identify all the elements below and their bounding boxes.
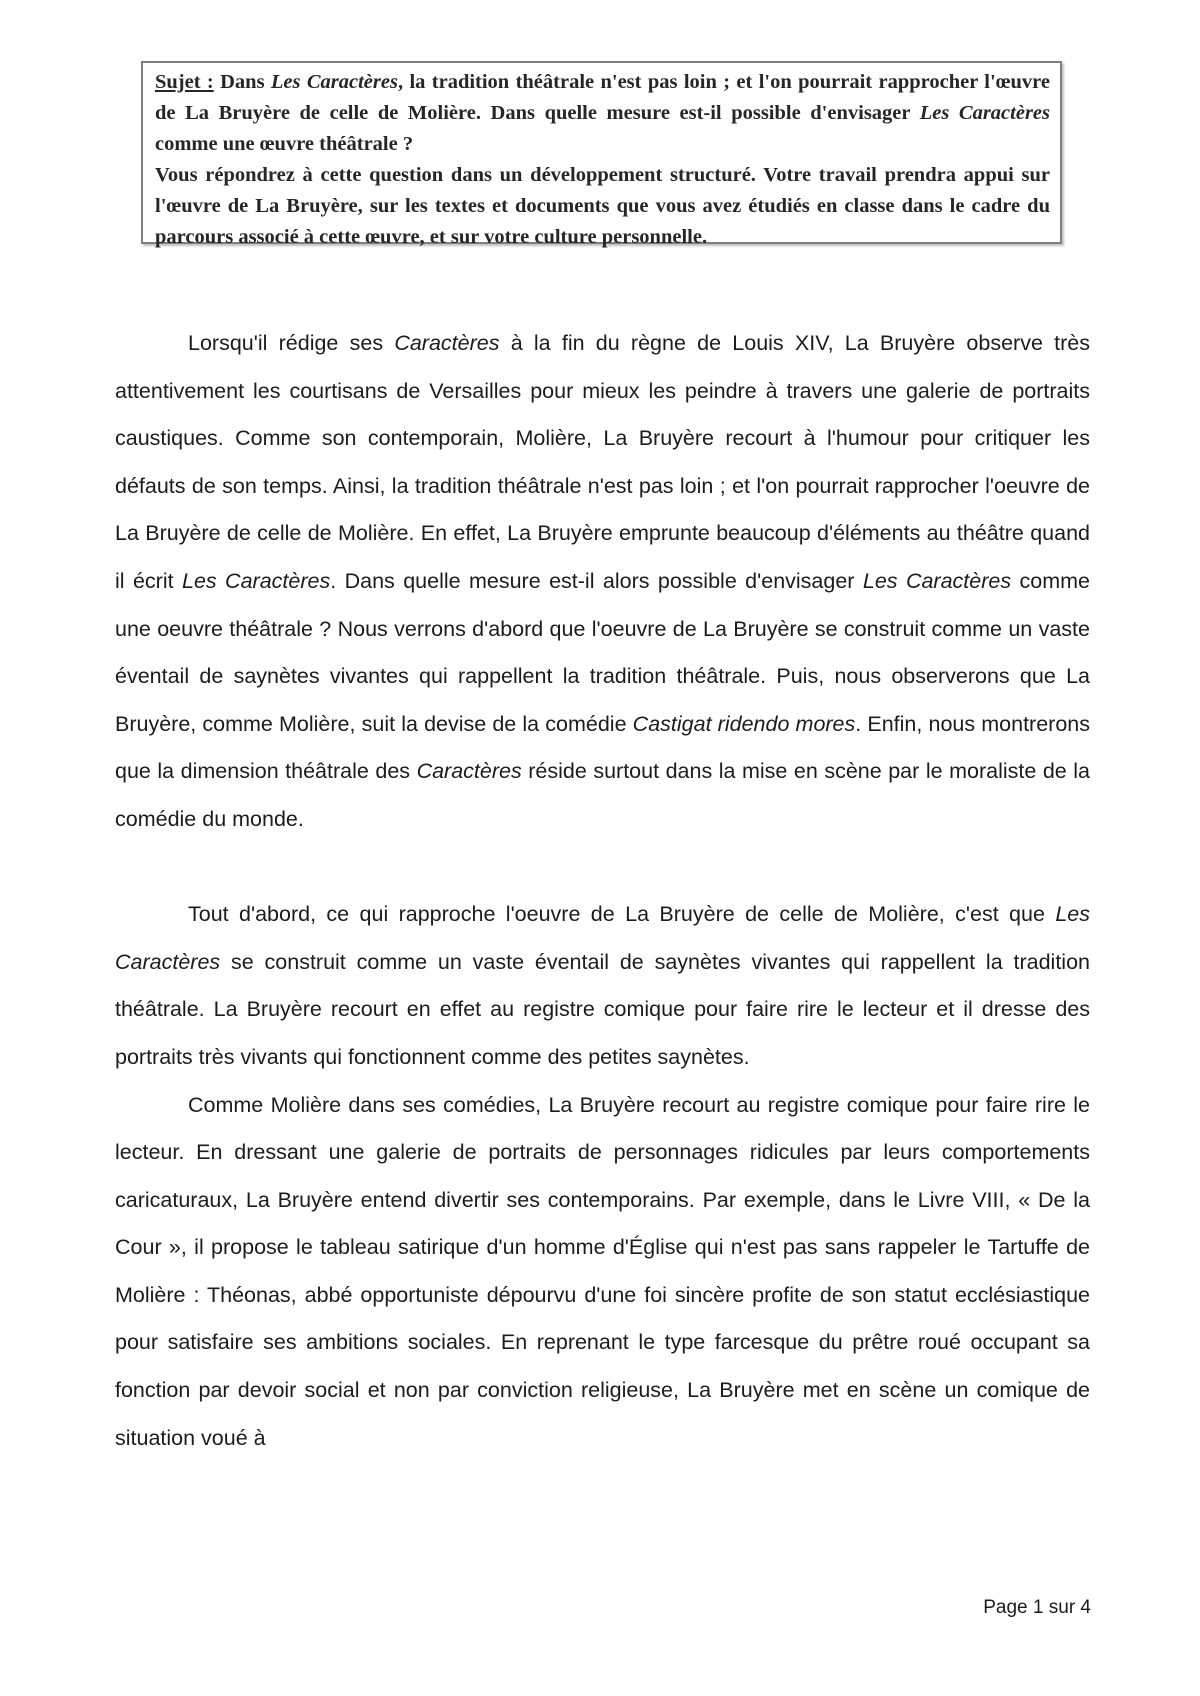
subject-instructions: Vous répondrez à cette question dans un développement structuré. Votre travail prendra appui sur l'œuvre de La Bruyère, sur les textes et documents que vous avez étudiés en classe dans le cadre du parcours associé à cette œuvre, et sur votre culture personnelle. [155, 164, 1050, 248]
essay-body [115, 320, 1090, 1462]
subject-text: , la tradition théâtrale n'est pas loin ; et l'on pourrait rapprocher l'œuvre de La Bruyère de celle de Molière. Dans quelle mesure est-il possible d'envisager [155, 71, 1050, 124]
text-run: réside surtout dans la mise en scène par le moraliste de la comédie du monde. [115, 759, 1090, 831]
text-run: se construit comme un vaste éventail de saynètes vivantes qui rappellent la tradition théâtrale. La Bruyère recourt en effet au registre comique pour faire rire le lecteur et il dresse des portraits très vivants qui fonctionnent comme des petites saynètes. [115, 949, 1090, 1069]
text-run: comme une oeuvre théâtrale ? Nous verrons d'abord que l'oeuvre de La Bruyère se construit comme un vaste éventail de saynètes vivantes qui rappellent la tradition théâtrale. Puis, nous observerons que La Bruyère, comme Molière, suit la devise de la comédie [115, 568, 1090, 736]
subject-text: comme une œuvre théâtrale ? [155, 133, 414, 155]
part-one-a-paragraph: Comme Molière dans ses comédies, La Bruyère recourt au registre comique pour faire rire le lecteur. En dressant une galerie de portraits de personnages ridicules par leurs comportements caricaturaux, La Bruyère entend divertir ses contemporains. Par exemple, dans le Livre VIII, « De la Cour », il propose le tableau satirique d'un homme d'Église qui n'est pas sans rappeler le Tartuffe de Molière : Théonas, abbé opportuniste dépourvu d'une foi sincère profite de son statut ecclésiastique pour satisfaire ses ambitions sociales. En reprenant le type farcesque du prêtre roué occupant sa fonction par devoir social et non par conviction religieuse, La Bruyère met en scène un comique de situation voué à [115, 1092, 1090, 1450]
text-run: Tout d'abord, ce qui rapproche l'oeuvre de La Bruyère de celle de Molière, c'est que [188, 902, 1056, 927]
introduction-paragraph [115, 320, 1090, 844]
italic-title: Les Caractères [115, 902, 1090, 974]
text-run: Lorsqu'il rédige ses [188, 331, 395, 355]
text-run: . Dans quelle mesure est-il alors possible d'envisager [330, 568, 863, 593]
subject-question [155, 67, 1050, 160]
text-run: . Enfin, nous montrerons que la dimension théâtrale des [115, 711, 1090, 784]
text-run: à la fin du règne de Louis XIV, La Bruyère observe très attentivement les courtisans de Versailles pour mieux les peindre à travers une galerie de portraits caustiques. Comme son contemporain, Molière, La Bruyère recourt à l'humour pour critiquer les défauts de son temps. Ainsi, la tradition théâtrale n'est pas loin ; et l'on pourrait rapprocher l'oeuvre de La Bruyère de celle de Molière. En effet, La Bruyère emprunte beaucoup d'éléments au théâtre quand il écrit [115, 331, 1090, 593]
subject-box [141, 61, 1062, 248]
italic-title: Caractères [416, 759, 522, 784]
subject-title-italic: Les Caractères [919, 102, 1050, 124]
italic-latin-motto: Castigat ridendo mores [632, 711, 856, 736]
subject-title-italic: Les Caractères [270, 71, 398, 93]
subject-label: Sujet : [155, 71, 214, 93]
part-one-intro-paragraph [115, 891, 1090, 1081]
subject-text: Dans [213, 71, 271, 93]
italic-title: Les Caractères [862, 568, 1012, 593]
italic-title: Caractères [394, 331, 500, 355]
italic-title: Les Caractères [181, 568, 331, 593]
page-number: Page 1 sur 4 [983, 1597, 1091, 1618]
